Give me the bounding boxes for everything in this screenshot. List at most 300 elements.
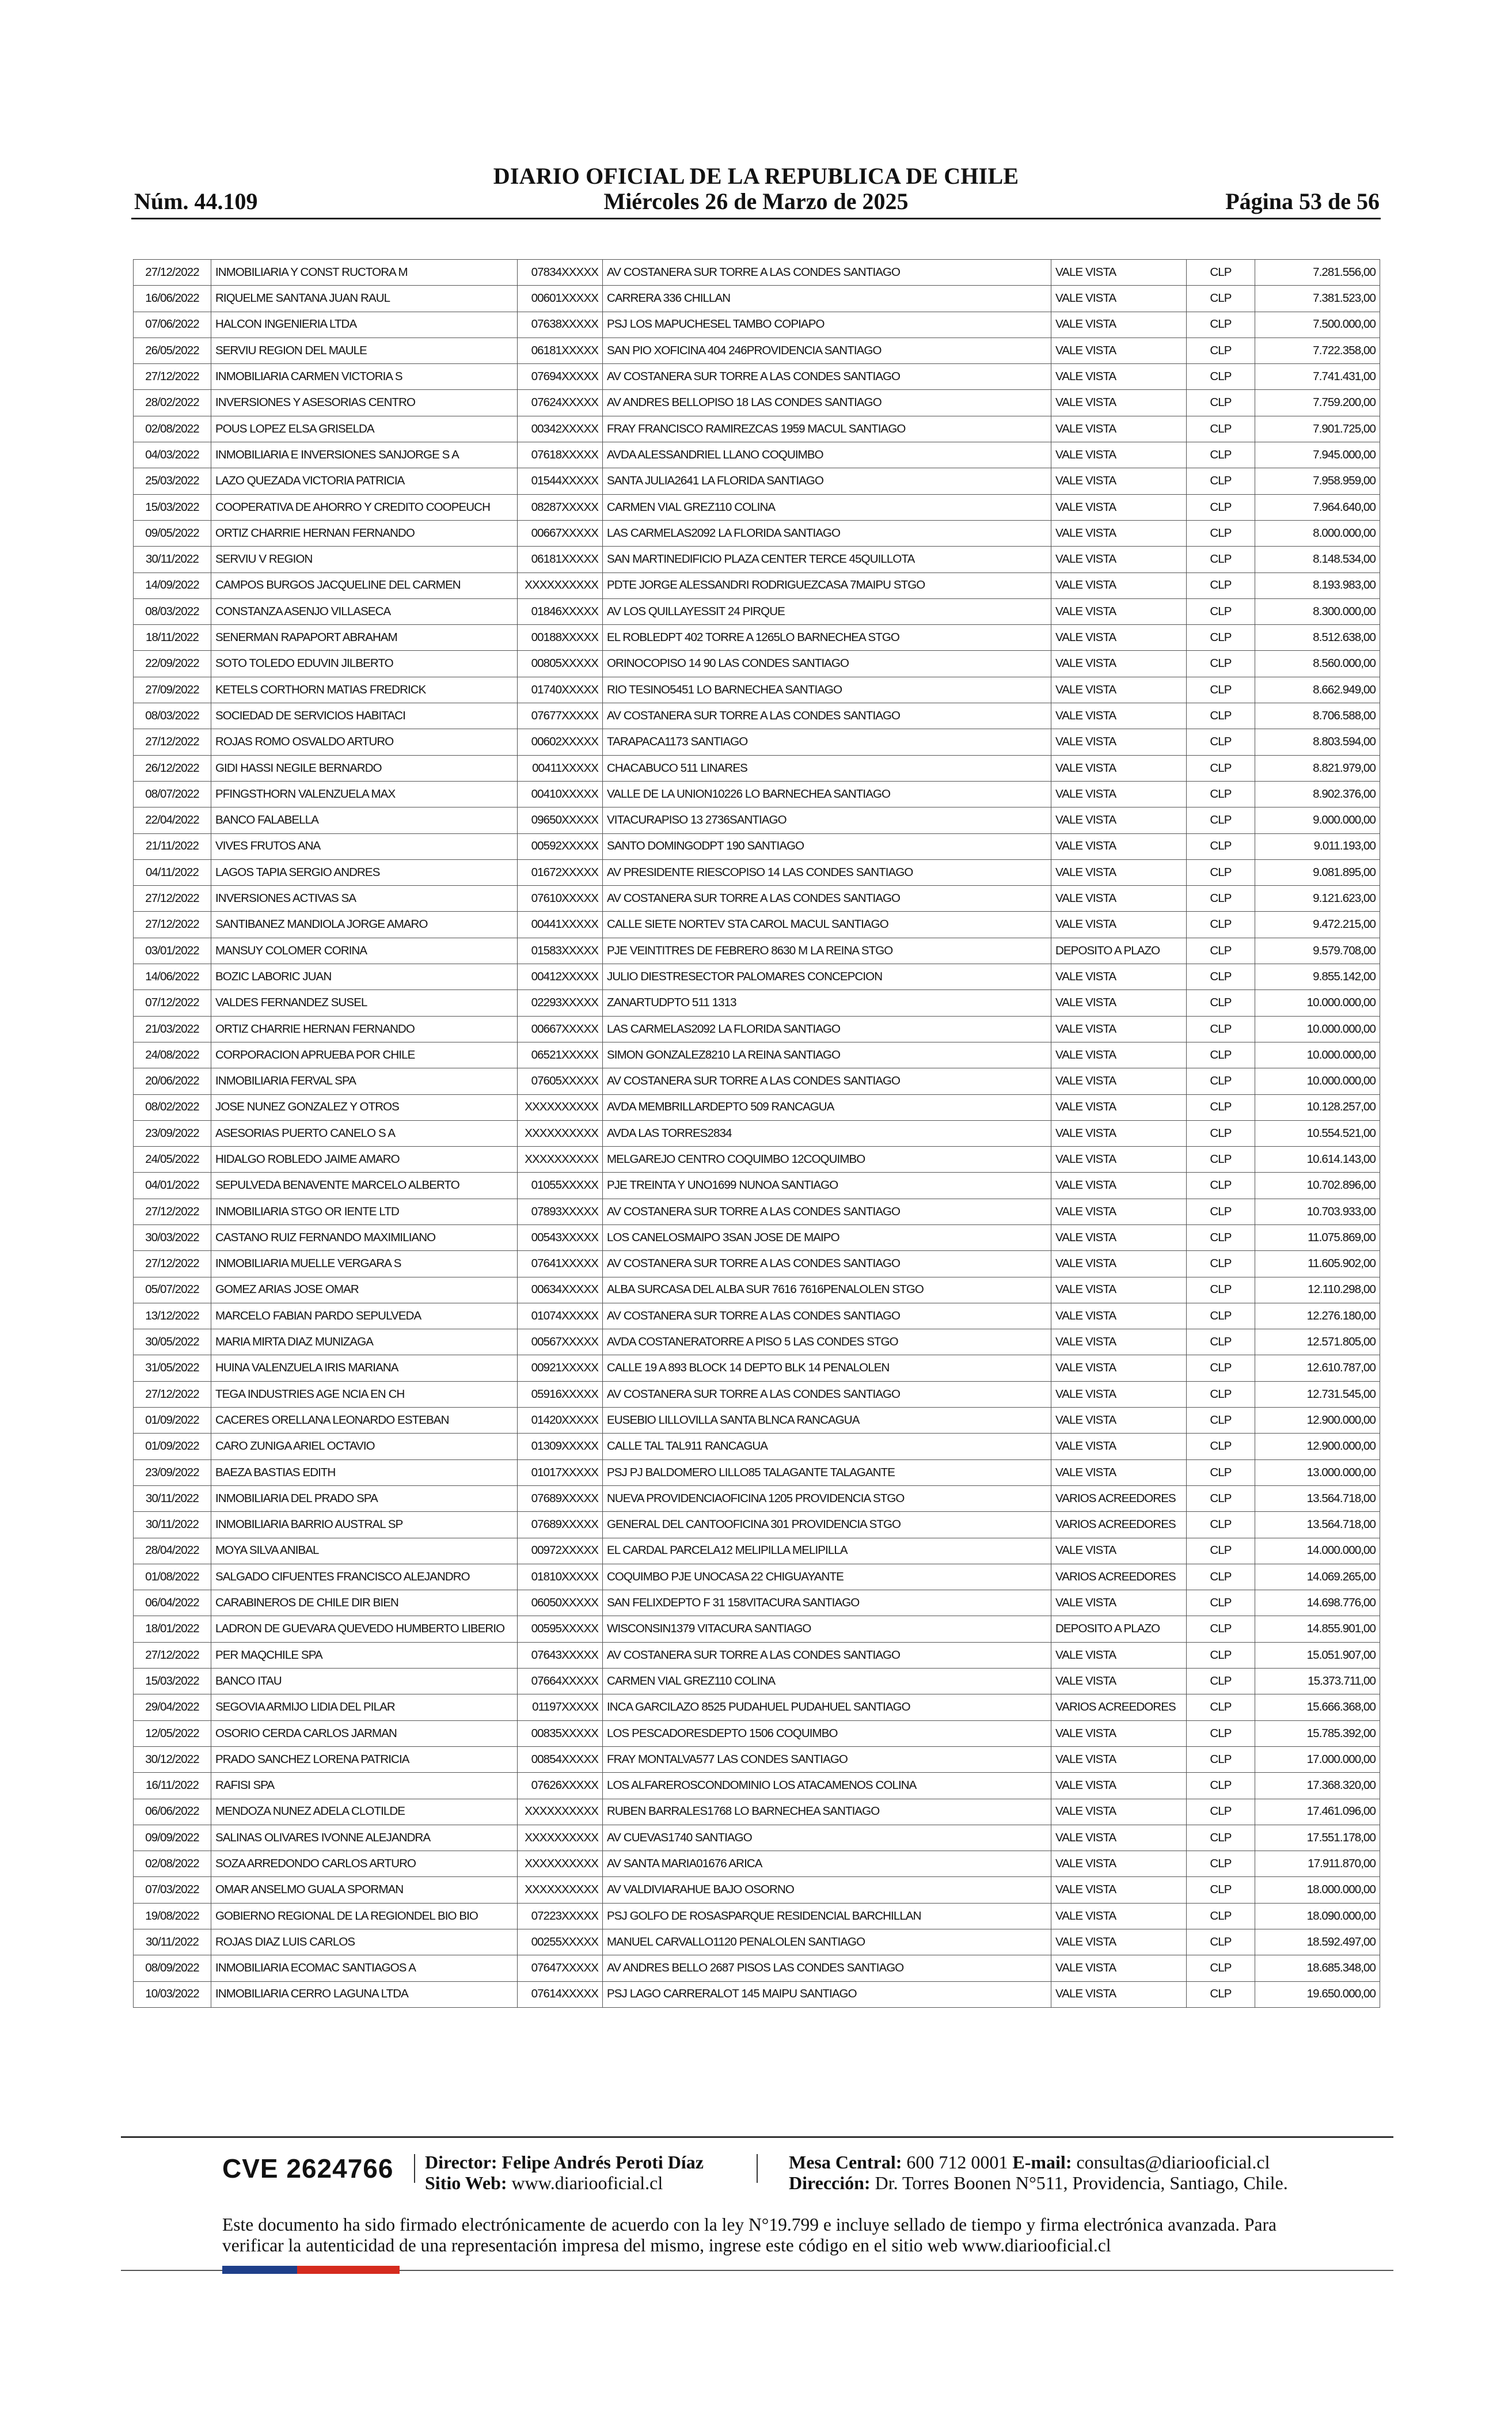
date-cell: 30/03/2022 xyxy=(134,1224,211,1250)
address-cell: RUBEN BARRALES1768 LO BARNECHEA SANTIAGO xyxy=(603,1799,1051,1825)
name-cell: HALCON INGENIERIA LTDA xyxy=(211,312,518,338)
amount-cell: 12.276.180,00 xyxy=(1255,1303,1380,1329)
table-row xyxy=(134,781,1380,807)
rut-cell: 00255XXXXX xyxy=(518,1929,603,1955)
date-cell: 02/08/2022 xyxy=(134,416,211,442)
rut-cell: 00412XXXXX xyxy=(518,964,603,990)
address-cell: AV COSTANERA SUR TORRE A LAS CONDES SANTIAGO xyxy=(603,1199,1051,1224)
cve-code: CVE 2624766 xyxy=(222,2153,394,2183)
date-cell: 14/06/2022 xyxy=(134,964,211,990)
currency-cell: CLP xyxy=(1187,1173,1255,1199)
rut-cell: 01017XXXXX xyxy=(518,1459,603,1485)
rut-cell: 09650XXXXX xyxy=(518,807,603,833)
address-cell: LOS CANELOSMAIPO 3SAN JOSE DE MAIPO xyxy=(603,1224,1051,1250)
currency-cell: CLP xyxy=(1187,677,1255,703)
amount-cell: 8.560.000,00 xyxy=(1255,651,1380,677)
name-cell: MANSUY COLOMER CORINA xyxy=(211,938,518,964)
table-row xyxy=(134,598,1380,624)
signature-disclaimer: Este documento ha sido firmado electrónicamente de acuerdo con la ley N°19.799 e incluye sellado de tiempo y firma electrónica avanzada. Para verificar la autenticidad de una representación impresa del mismo, ingrese este código en el sitio web www.diariooficial.cl xyxy=(222,2215,1277,2255)
amount-cell: 7.964.640,00 xyxy=(1255,494,1380,520)
date-cell: 18/11/2022 xyxy=(134,625,211,651)
table-row xyxy=(134,1955,1380,1981)
instrument-cell: VALE VISTA xyxy=(1051,859,1187,885)
instrument-cell: VALE VISTA xyxy=(1051,442,1187,468)
footer-divider xyxy=(121,2136,1393,2138)
address-cell: MELGAREJO CENTRO COQUIMBO 12COQUIMBO xyxy=(603,1147,1051,1173)
currency-cell: CLP xyxy=(1187,1877,1255,1903)
table-row xyxy=(134,1485,1380,1511)
address-cell: CHACABUCO 511 LINARES xyxy=(603,755,1051,781)
date-cell: 26/12/2022 xyxy=(134,755,211,781)
table-row xyxy=(134,1773,1380,1799)
address-cell: NUEVA PROVIDENCIAOFICINA 1205 PROVIDENCIA STGO xyxy=(603,1485,1051,1511)
phone-number: 600 712 0001 xyxy=(906,2152,1008,2172)
rut-cell: 00667XXXXX xyxy=(518,1016,603,1042)
address-cell: AV ANDRES BELLO 2687 PISOS LAS CONDES SANTIAGO xyxy=(603,1955,1051,1981)
currency-cell: CLP xyxy=(1187,625,1255,651)
instrument-cell: VARIOS ACREEDORES xyxy=(1051,1485,1187,1511)
table-row xyxy=(134,442,1380,468)
amount-cell: 13.000.000,00 xyxy=(1255,1459,1380,1485)
table-row xyxy=(134,1981,1380,2007)
table-row xyxy=(134,1329,1380,1355)
table-row xyxy=(134,1616,1380,1642)
date-cell: 10/03/2022 xyxy=(134,1981,211,2007)
table-row xyxy=(134,677,1380,703)
address-cell: VITACURAPISO 13 2736SANTIAGO xyxy=(603,807,1051,833)
address-cell: LOS PESCADORESDEPTO 1506 COQUIMBO xyxy=(603,1720,1051,1746)
table-row xyxy=(134,1746,1380,1772)
director-line xyxy=(425,2152,704,2173)
instrument-cell: VALE VISTA xyxy=(1051,1538,1187,1564)
amount-cell: 9.081.895,00 xyxy=(1255,859,1380,885)
instrument-cell: VALE VISTA xyxy=(1051,1120,1187,1146)
currency-cell: CLP xyxy=(1187,1720,1255,1746)
table-row xyxy=(134,416,1380,442)
currency-cell: CLP xyxy=(1187,807,1255,833)
date-cell: 30/11/2022 xyxy=(134,1512,211,1538)
instrument-cell: VALE VISTA xyxy=(1051,625,1187,651)
rut-cell: 01583XXXXX xyxy=(518,938,603,964)
rut-cell: 06181XXXXX xyxy=(518,547,603,572)
amount-cell: 10.702.896,00 xyxy=(1255,1173,1380,1199)
rut-cell: XXXXXXXXXX xyxy=(518,1877,603,1903)
name-cell: INMOBILIARIA Y CONST RUCTORA M xyxy=(211,260,518,286)
rut-cell: 05916XXXXX xyxy=(518,1381,603,1407)
currency-cell: CLP xyxy=(1187,286,1255,312)
amount-cell: 7.381.523,00 xyxy=(1255,286,1380,312)
name-cell: VALDES FERNANDEZ SUSEL xyxy=(211,990,518,1016)
rut-cell: XXXXXXXXXX xyxy=(518,1851,603,1877)
address-cell: AV CUEVAS1740 SANTIAGO xyxy=(603,1825,1051,1851)
date-cell: 07/12/2022 xyxy=(134,990,211,1016)
instrument-cell: VALE VISTA xyxy=(1051,990,1187,1016)
date-cell: 30/12/2022 xyxy=(134,1746,211,1772)
amount-cell: 7.759.200,00 xyxy=(1255,390,1380,416)
address-cell: PDTE JORGE ALESSANDRI RODRIGUEZCASA 7MAIPU STGO xyxy=(603,572,1051,598)
director-name: Felipe Andrés Peroti Díaz xyxy=(502,2152,704,2172)
table-row xyxy=(134,1016,1380,1042)
amount-cell: 8.148.534,00 xyxy=(1255,547,1380,572)
currency-cell: CLP xyxy=(1187,1068,1255,1094)
currency-cell: CLP xyxy=(1187,1903,1255,1929)
date-cell: 30/11/2022 xyxy=(134,1485,211,1511)
date-cell: 28/04/2022 xyxy=(134,1538,211,1564)
table-row xyxy=(134,703,1380,729)
amount-cell: 9.000.000,00 xyxy=(1255,807,1380,833)
instrument-cell: DEPOSITO A PLAZO xyxy=(1051,1616,1187,1642)
amount-cell: 7.722.358,00 xyxy=(1255,338,1380,363)
rut-cell: 01074XXXXX xyxy=(518,1303,603,1329)
instrument-cell: VARIOS ACREEDORES xyxy=(1051,1694,1187,1720)
instrument-cell: VALE VISTA xyxy=(1051,364,1187,390)
date-cell: 08/09/2022 xyxy=(134,1955,211,1981)
name-cell: SOTO TOLEDO EDUVIN JILBERTO xyxy=(211,651,518,677)
amount-cell: 15.373.711,00 xyxy=(1255,1669,1380,1694)
amount-cell: 12.110.298,00 xyxy=(1255,1277,1380,1303)
table-row xyxy=(134,1199,1380,1224)
rut-cell: 07689XXXXX xyxy=(518,1512,603,1538)
rut-cell: 07618XXXXX xyxy=(518,442,603,468)
rut-cell: 01810XXXXX xyxy=(518,1564,603,1590)
date-cell: 27/12/2022 xyxy=(134,912,211,938)
currency-cell: CLP xyxy=(1187,755,1255,781)
instrument-cell: VALE VISTA xyxy=(1051,807,1187,833)
currency-cell: CLP xyxy=(1187,859,1255,885)
currency-cell: CLP xyxy=(1187,1434,1255,1459)
address-cell: AV COSTANERA SUR TORRE A LAS CONDES SANTIAGO xyxy=(603,1381,1051,1407)
instrument-cell: VALE VISTA xyxy=(1051,1590,1187,1616)
instrument-cell: VALE VISTA xyxy=(1051,1016,1187,1042)
page-number: Página 53 de 56 xyxy=(1225,188,1380,214)
rut-cell: 06521XXXXX xyxy=(518,1042,603,1068)
date-cell: 27/12/2022 xyxy=(134,1642,211,1668)
date-cell: 08/03/2022 xyxy=(134,598,211,624)
table-row xyxy=(134,338,1380,363)
rut-cell: 00972XXXXX xyxy=(518,1538,603,1564)
table-row xyxy=(134,625,1380,651)
address-cell: AV PRESIDENTE RIESCOPISO 14 LAS CONDES SANTIAGO xyxy=(603,859,1051,885)
table-row xyxy=(134,1929,1380,1955)
date-cell: 30/05/2022 xyxy=(134,1329,211,1355)
address-cell: JULIO DIESTRESECTOR PALOMARES CONCEPCION xyxy=(603,964,1051,990)
date-cell: 09/05/2022 xyxy=(134,520,211,546)
rut-cell: 00921XXXXX xyxy=(518,1355,603,1381)
instrument-cell: VALE VISTA xyxy=(1051,572,1187,598)
address-cell: SAN MARTINEDIFICIO PLAZA CENTER TERCE 45QUILLOTA xyxy=(603,547,1051,572)
table-row xyxy=(134,807,1380,833)
instrument-cell: VALE VISTA xyxy=(1051,651,1187,677)
date-cell: 13/12/2022 xyxy=(134,1303,211,1329)
currency-cell: CLP xyxy=(1187,1981,1255,2007)
address-cell: LAS CARMELAS2092 LA FLORIDA SANTIAGO xyxy=(603,1016,1051,1042)
date-cell: 16/06/2022 xyxy=(134,286,211,312)
rut-cell: 00342XXXXX xyxy=(518,416,603,442)
date-cell: 15/03/2022 xyxy=(134,1669,211,1694)
address-cell: AV COSTANERA SUR TORRE A LAS CONDES SANTIAGO xyxy=(603,260,1051,286)
amount-cell: 8.902.376,00 xyxy=(1255,781,1380,807)
name-cell: CARABINEROS DE CHILE DIR BIEN xyxy=(211,1590,518,1616)
name-cell: LAZO QUEZADA VICTORIA PATRICIA xyxy=(211,468,518,494)
table-row xyxy=(134,651,1380,677)
amount-cell: 12.900.000,00 xyxy=(1255,1408,1380,1434)
table-row xyxy=(134,1538,1380,1564)
address-cell: CALLE SIETE NORTEV STA CAROL MACUL SANTIAGO xyxy=(603,912,1051,938)
date-cell: 27/12/2022 xyxy=(134,1381,211,1407)
instrument-cell: VARIOS ACREEDORES xyxy=(1051,1564,1187,1590)
date-cell: 27/12/2022 xyxy=(134,729,211,755)
currency-cell: CLP xyxy=(1187,1408,1255,1434)
name-cell: INMOBILIARIA BARRIO AUSTRAL SP xyxy=(211,1512,518,1538)
name-cell: GOBIERNO REGIONAL DE LA REGIONDEL BIO BIO xyxy=(211,1903,518,1929)
instrument-cell: VALE VISTA xyxy=(1051,1981,1187,2007)
date-cell: 27/12/2022 xyxy=(134,364,211,390)
instrument-cell: VALE VISTA xyxy=(1051,520,1187,546)
name-cell: CONSTANZA ASENJO VILLASECA xyxy=(211,598,518,624)
currency-cell: CLP xyxy=(1187,547,1255,572)
currency-cell: CLP xyxy=(1187,572,1255,598)
rut-cell: 07614XXXXX xyxy=(518,1981,603,2007)
date-cell: 04/01/2022 xyxy=(134,1173,211,1199)
instrument-cell: VALE VISTA xyxy=(1051,1459,1187,1485)
table-row xyxy=(134,390,1380,416)
table-row xyxy=(134,520,1380,546)
instrument-cell: VALE VISTA xyxy=(1051,886,1187,912)
name-cell: ROJAS DIAZ LUIS CARLOS xyxy=(211,1929,518,1955)
address-cell: WISCONSIN1379 VITACURA SANTIAGO xyxy=(603,1616,1051,1642)
table-row xyxy=(134,312,1380,338)
amount-cell: 19.650.000,00 xyxy=(1255,1981,1380,2007)
amount-cell: 9.855.142,00 xyxy=(1255,964,1380,990)
amount-cell: 7.500.000,00 xyxy=(1255,312,1380,338)
address-cell: INCA GARCILAZO 8525 PUDAHUEL PUDAHUEL SANTIAGO xyxy=(603,1694,1051,1720)
amount-cell: 13.564.718,00 xyxy=(1255,1485,1380,1511)
table-row xyxy=(134,1277,1380,1303)
gazette-title: DIARIO OFICIAL DE LA REPUBLICA DE CHILE xyxy=(493,163,1019,189)
amount-cell: 10.000.000,00 xyxy=(1255,1016,1380,1042)
instrument-cell: VALE VISTA xyxy=(1051,547,1187,572)
date-cell: 27/12/2022 xyxy=(134,1199,211,1224)
table-row xyxy=(134,1590,1380,1616)
currency-cell: CLP xyxy=(1187,1224,1255,1250)
table-row xyxy=(134,364,1380,390)
date-cell: 22/04/2022 xyxy=(134,807,211,833)
date-cell: 20/06/2022 xyxy=(134,1068,211,1094)
name-cell: INMOBILIARIA FERVAL SPA xyxy=(211,1068,518,1094)
date-cell: 31/05/2022 xyxy=(134,1355,211,1381)
table-row xyxy=(134,912,1380,938)
name-cell: INMOBILIARIA DEL PRADO SPA xyxy=(211,1485,518,1511)
date-cell: 02/08/2022 xyxy=(134,1851,211,1877)
amount-cell: 9.579.708,00 xyxy=(1255,938,1380,964)
currency-cell: CLP xyxy=(1187,1199,1255,1224)
table-row xyxy=(134,859,1380,885)
instrument-cell: VALE VISTA xyxy=(1051,1877,1187,1903)
instrument-cell: VALE VISTA xyxy=(1051,286,1187,312)
footer-separator xyxy=(757,2154,758,2183)
rut-cell: 01544XXXXX xyxy=(518,468,603,494)
name-cell: SEGOVIA ARMIJO LIDIA DEL PILAR xyxy=(211,1694,518,1720)
rut-cell: 00805XXXXX xyxy=(518,651,603,677)
currency-cell: CLP xyxy=(1187,703,1255,729)
instrument-cell: VALE VISTA xyxy=(1051,1929,1187,1955)
instrument-cell: VALE VISTA xyxy=(1051,1720,1187,1746)
amount-cell: 11.075.869,00 xyxy=(1255,1224,1380,1250)
address-cell: SIMON GONZALEZ8210 LA REINA SANTIAGO xyxy=(603,1042,1051,1068)
instrument-cell: VALE VISTA xyxy=(1051,1381,1187,1407)
date-cell: 21/11/2022 xyxy=(134,833,211,859)
amount-cell: 14.000.000,00 xyxy=(1255,1538,1380,1564)
amount-cell: 10.554.521,00 xyxy=(1255,1120,1380,1146)
amount-cell: 17.551.178,00 xyxy=(1255,1825,1380,1851)
rut-cell: 00411XXXXX xyxy=(518,755,603,781)
rut-cell: XXXXXXXXXX xyxy=(518,1799,603,1825)
name-cell: CACERES ORELLANA LEONARDO ESTEBAN xyxy=(211,1408,518,1434)
name-cell: HIDALGO ROBLEDO JAIME AMARO xyxy=(211,1147,518,1173)
currency-cell: CLP xyxy=(1187,1120,1255,1146)
table-row xyxy=(134,1173,1380,1199)
instrument-cell: VALE VISTA xyxy=(1051,1199,1187,1224)
amount-cell: 10.000.000,00 xyxy=(1255,1042,1380,1068)
date-cell: 26/05/2022 xyxy=(134,338,211,363)
phone-label: Mesa Central: xyxy=(789,2152,902,2172)
instrument-cell: VALE VISTA xyxy=(1051,1746,1187,1772)
name-cell: VIVES FRUTOS ANA xyxy=(211,833,518,859)
rut-cell: 00410XXXXX xyxy=(518,781,603,807)
table-row xyxy=(134,1642,1380,1668)
rut-cell: XXXXXXXXXX xyxy=(518,572,603,598)
table-row xyxy=(134,1720,1380,1746)
instrument-cell: VALE VISTA xyxy=(1051,1329,1187,1355)
address-cell: COQUIMBO PJE UNOCASA 22 CHIGUAYANTE xyxy=(603,1564,1051,1590)
rut-cell: 00602XXXXX xyxy=(518,729,603,755)
address-cell: AV ANDRES BELLOPISO 18 LAS CONDES SANTIAGO xyxy=(603,390,1051,416)
currency-cell: CLP xyxy=(1187,781,1255,807)
name-cell: BOZIC LABORIC JUAN xyxy=(211,964,518,990)
rut-cell: 02293XXXXX xyxy=(518,990,603,1016)
date-cell: 27/12/2022 xyxy=(134,886,211,912)
instrument-cell: VALE VISTA xyxy=(1051,338,1187,363)
date-cell: 21/03/2022 xyxy=(134,1016,211,1042)
rut-cell: 08287XXXXX xyxy=(518,494,603,520)
amount-cell: 18.685.348,00 xyxy=(1255,1955,1380,1981)
currency-cell: CLP xyxy=(1187,1251,1255,1277)
currency-cell: CLP xyxy=(1187,1694,1255,1720)
table-row xyxy=(134,1434,1380,1459)
currency-cell: CLP xyxy=(1187,833,1255,859)
rut-cell: 07664XXXXX xyxy=(518,1669,603,1694)
currency-cell: CLP xyxy=(1187,964,1255,990)
address-cell: EL ROBLEDPT 402 TORRE A 1265LO BARNECHEA STGO xyxy=(603,625,1051,651)
address-cell: LOS ALFAREROSCONDOMINIO LOS ATACAMENOS COLINA xyxy=(603,1773,1051,1799)
flag-blue-bar xyxy=(222,2266,297,2274)
instrument-cell: VALE VISTA xyxy=(1051,390,1187,416)
email-link[interactable]: consultas@diariooficial.cl xyxy=(1076,2152,1270,2172)
currency-cell: CLP xyxy=(1187,1016,1255,1042)
currency-cell: CLP xyxy=(1187,1485,1255,1511)
date-cell: 09/09/2022 xyxy=(134,1825,211,1851)
instrument-cell: VALE VISTA xyxy=(1051,416,1187,442)
date-cell: 07/03/2022 xyxy=(134,1877,211,1903)
name-cell: SENERMAN RAPAPORT ABRAHAM xyxy=(211,625,518,651)
rut-cell: 01672XXXXX xyxy=(518,859,603,885)
currency-cell: CLP xyxy=(1187,1642,1255,1668)
name-cell: ORTIZ CHARRIE HERNAN FERNANDO xyxy=(211,1016,518,1042)
date-cell: 06/04/2022 xyxy=(134,1590,211,1616)
rut-cell: 00567XXXXX xyxy=(518,1329,603,1355)
date-cell: 05/07/2022 xyxy=(134,1277,211,1303)
address-cell: AVDA MEMBRILLARDEPTO 509 RANCAGUA xyxy=(603,1094,1051,1120)
date-cell: 14/09/2022 xyxy=(134,572,211,598)
table-row xyxy=(134,1512,1380,1538)
rut-cell: XXXXXXXXXX xyxy=(518,1120,603,1146)
address-cell: AV COSTANERA SUR TORRE A LAS CONDES SANTIAGO xyxy=(603,1251,1051,1277)
name-cell: SALINAS OLIVARES IVONNE ALEJANDRA xyxy=(211,1825,518,1851)
amount-cell: 8.300.000,00 xyxy=(1255,598,1380,624)
date-cell: 27/09/2022 xyxy=(134,677,211,703)
instrument-cell: VALE VISTA xyxy=(1051,1173,1187,1199)
amount-cell: 8.821.979,00 xyxy=(1255,755,1380,781)
rut-cell: 01197XXXXX xyxy=(518,1694,603,1720)
instrument-cell: VALE VISTA xyxy=(1051,781,1187,807)
table-row xyxy=(134,1799,1380,1825)
table-row xyxy=(134,572,1380,598)
address-cell: TARAPACA1173 SANTIAGO xyxy=(603,729,1051,755)
address-cell: RIO TESINO5451 LO BARNECHEA SANTIAGO xyxy=(603,677,1051,703)
amount-cell: 14.855.901,00 xyxy=(1255,1616,1380,1642)
currency-cell: CLP xyxy=(1187,912,1255,938)
address-label: Dirección: xyxy=(789,2172,871,2193)
instrument-cell: VALE VISTA xyxy=(1051,1251,1187,1277)
date-cell: 24/05/2022 xyxy=(134,1147,211,1173)
currency-cell: CLP xyxy=(1187,938,1255,964)
table-row xyxy=(134,1408,1380,1434)
rut-cell: 01055XXXXX xyxy=(518,1173,603,1199)
address-cell: AV COSTANERA SUR TORRE A LAS CONDES SANTIAGO xyxy=(603,1068,1051,1094)
address-cell: AVDA COSTANERATORRE A PISO 5 LAS CONDES STGO xyxy=(603,1329,1051,1355)
issue-date: Miércoles 26 de Marzo de 2025 xyxy=(603,188,909,214)
rut-cell: 06050XXXXX xyxy=(518,1590,603,1616)
currency-cell: CLP xyxy=(1187,520,1255,546)
instrument-cell: VALE VISTA xyxy=(1051,1955,1187,1981)
address-cell: PSJ GOLFO DE ROSASPARQUE RESIDENCIAL BARCHILLAN xyxy=(603,1903,1051,1929)
name-cell: INMOBILIARIA MUELLE VERGARA S xyxy=(211,1251,518,1277)
rut-cell: 01740XXXXX xyxy=(518,677,603,703)
instrument-cell: VALE VISTA xyxy=(1051,1303,1187,1329)
amount-cell: 17.368.320,00 xyxy=(1255,1773,1380,1799)
name-cell: INMOBILIARIA STGO OR IENTE LTD xyxy=(211,1199,518,1224)
rut-cell: 00854XXXXX xyxy=(518,1746,603,1772)
date-cell: 27/12/2022 xyxy=(134,260,211,286)
address-cell: AV COSTANERA SUR TORRE A LAS CONDES SANTIAGO xyxy=(603,886,1051,912)
address-cell: CALLE 19 A 893 BLOCK 14 DEPTO BLK 14 PENALOLEN xyxy=(603,1355,1051,1381)
currency-cell: CLP xyxy=(1187,1147,1255,1173)
amount-cell: 10.614.143,00 xyxy=(1255,1147,1380,1173)
date-cell: 18/01/2022 xyxy=(134,1616,211,1642)
address-cell: ORINOCOPISO 14 90 LAS CONDES SANTIAGO xyxy=(603,651,1051,677)
table-row xyxy=(134,1564,1380,1590)
table-row xyxy=(134,886,1380,912)
address-cell: AV VALDIVIARAHUE BAJO OSORNO xyxy=(603,1877,1051,1903)
currency-cell: CLP xyxy=(1187,729,1255,755)
address-cell: EUSEBIO LILLOVILLA SANTA BLNCA RANCAGUA xyxy=(603,1408,1051,1434)
address-cell: PSJ LAGO CARRERALOT 145 MAIPU SANTIAGO xyxy=(603,1981,1051,2007)
instrument-cell: VALE VISTA xyxy=(1051,1042,1187,1068)
amount-cell: 8.193.983,00 xyxy=(1255,572,1380,598)
website-link[interactable]: www.diariooficial.cl xyxy=(511,2172,663,2193)
amount-cell: 18.000.000,00 xyxy=(1255,1877,1380,1903)
date-cell: 30/11/2022 xyxy=(134,547,211,572)
